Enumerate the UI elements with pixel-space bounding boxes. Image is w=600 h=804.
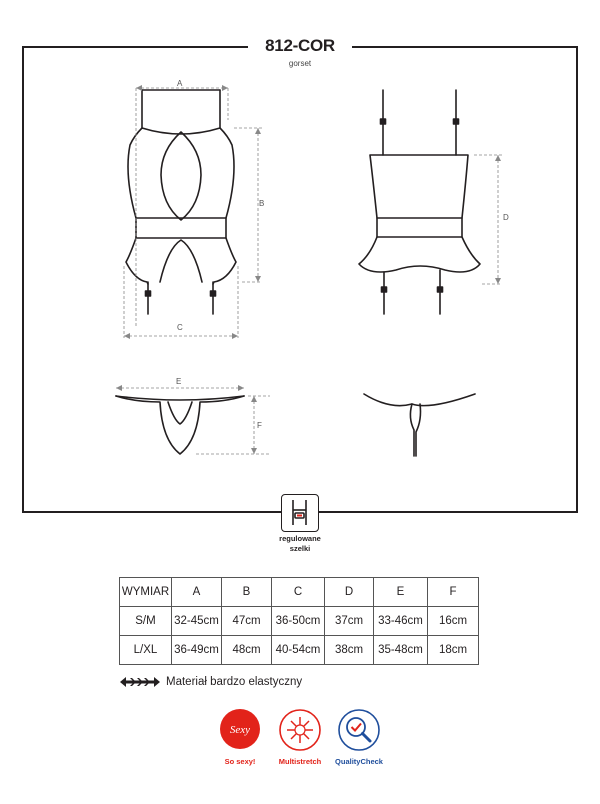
table-row — [120, 636, 479, 665]
header-cell: F — [428, 578, 479, 607]
value-cell: 36-50cm — [272, 607, 325, 636]
corset-back-drawing — [359, 90, 480, 314]
dim-label-f: F — [257, 421, 262, 430]
value-cell: 38cm — [325, 636, 374, 665]
dim-label-d: D — [503, 213, 509, 222]
header-cell: C — [272, 578, 325, 607]
dim-label-a: A — [177, 79, 183, 88]
value-cell: 48cm — [222, 636, 272, 665]
so-sexy-label: So sexy! — [224, 757, 256, 766]
product-code: 812-COR — [265, 36, 335, 55]
quality-check-label: QualityCheck — [335, 757, 383, 766]
dimension-guides — [116, 88, 502, 454]
stretch-arrows-icon — [120, 676, 160, 688]
so-sexy-badge — [219, 708, 261, 755]
quality-check-badge — [337, 708, 381, 757]
value-cell: 35-48cm — [374, 636, 428, 665]
material-note-text: Materiał bardzo elastyczny — [166, 676, 303, 689]
thong-back-drawing — [364, 394, 475, 456]
adjustable-straps-badge — [281, 494, 319, 532]
corset-front-drawing — [126, 90, 236, 314]
header-cell: E — [374, 578, 428, 607]
multistretch-badge — [278, 708, 322, 757]
value-cell: 37cm — [325, 607, 374, 636]
multistretch-label: Multistretch — [278, 757, 322, 766]
svg-text:Sexy: Sexy — [229, 724, 251, 736]
adjustable-straps-icon — [282, 495, 317, 530]
adjustable-straps-label: regulowane szelki — [279, 534, 321, 553]
value-cell: 47cm — [222, 607, 272, 636]
so-sexy-icon — [219, 708, 261, 750]
multistretch-icon — [278, 708, 322, 752]
dim-label-c: C — [177, 323, 183, 332]
value-cell: 18cm — [428, 636, 479, 665]
dim-label-e: E — [176, 377, 182, 386]
size-table-header-row — [120, 578, 479, 607]
table-row — [120, 607, 479, 636]
size-cell: L/XL — [120, 636, 172, 665]
value-cell: 36-49cm — [172, 636, 222, 665]
size-table — [119, 577, 479, 665]
header-cell: D — [325, 578, 374, 607]
product-type: gorset — [288, 59, 312, 68]
header-cell: WYMIAR — [120, 578, 172, 607]
value-cell: 32-45cm — [172, 607, 222, 636]
value-cell: 40-54cm — [272, 636, 325, 665]
value-cell: 16cm — [428, 607, 479, 636]
thong-front-drawing — [116, 396, 244, 454]
header-cell: B — [222, 578, 272, 607]
material-note — [120, 676, 302, 688]
size-cell: S/M — [120, 607, 172, 636]
value-cell: 33-46cm — [374, 607, 428, 636]
header-cell: A — [172, 578, 222, 607]
quality-check-icon — [337, 708, 381, 752]
dim-label-b: B — [259, 199, 265, 208]
